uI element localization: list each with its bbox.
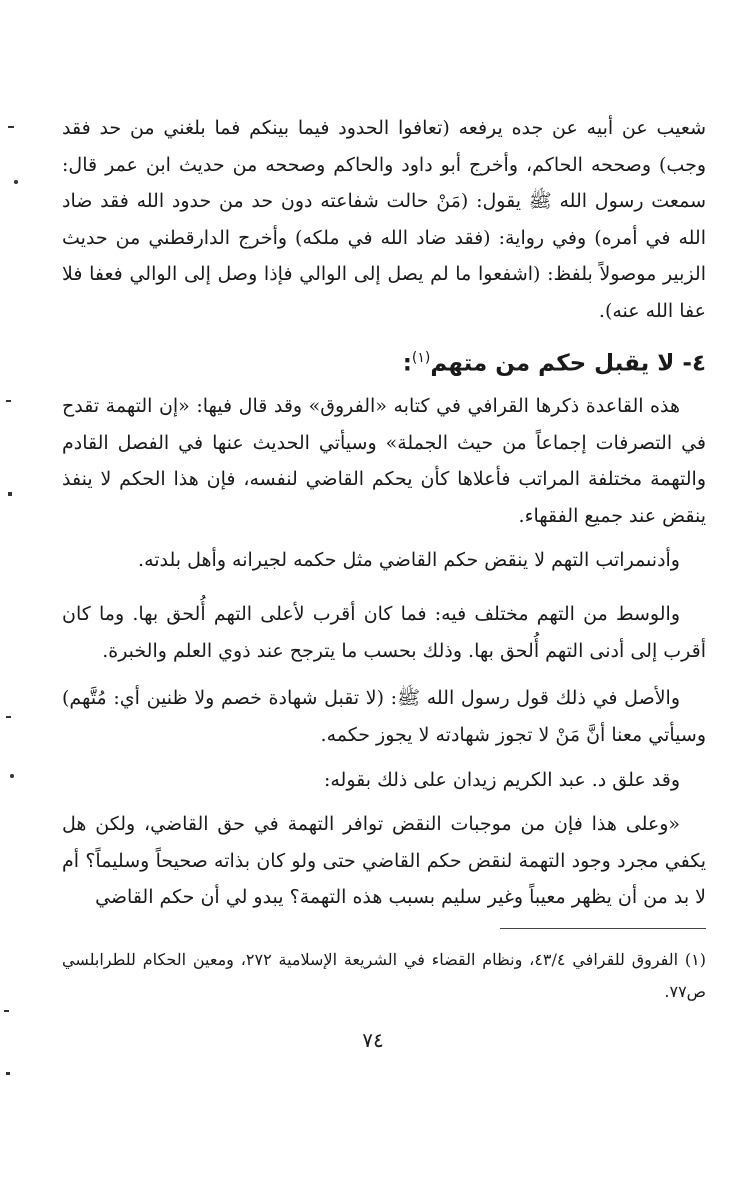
heading-colon: : (402, 350, 412, 377)
footnote-separator (500, 928, 706, 929)
paragraph-text: وأدنىمراتب التهم لا ينقض حكم القاضي مثل حكمه لجيرانه وأهل بلدته. (138, 549, 680, 571)
footnote (62, 944, 706, 1008)
scan-margin-mark (10, 774, 14, 778)
scan-margin-mark (4, 1010, 9, 1012)
paragraph-text: شعيب عن أبيه عن جده يرفعه (تعافوا الحدود فيما بينكم فما بلغني من حد فقد وجب) وصححه الحاكم، وأخرج أبو داود والحاكم وصححه من حديث ابن عمر قال: سمعت رسول الله ﷺ يقول: (مَنْ حالت شفاعته دون حد من حدود الله فقد ضاد الله في أمره) وفي رواية: (فقد ضاد الله في ملكه) وأخرج الدارقطني من حديث الزبير موصولاً بلفظ: (اشفعوا ما لم يصل إلى الوالي فإذا وصل إلى الوالي فعفا فلا عفا الله عنه). (62, 117, 706, 322)
page-number: ٧٤ (362, 1028, 384, 1052)
paragraph-text: «وعلى هذا فإن من موجبات النقض توافر التهمة في حق القاضي، ولكن هل يكفي مجرد وجود التهمة لنقض حكم القاضي حتى ولو كان بذاته صحيحاً وسليماً؟ أم لا بد من أن يظهر معيباً وغير سليم بسبب هذه التهمة؟ يبدو لي أن حكم القاضي (62, 813, 706, 908)
scan-margin-mark (6, 716, 11, 718)
paragraph-zaidan-intro (62, 762, 706, 799)
paragraph-text: وقد علق د. عبد الكريم زيدان على ذلك بقوله: (323, 769, 680, 791)
scan-margin-mark (8, 126, 14, 128)
paragraph-lowest-degree (62, 542, 706, 579)
paragraph-hadith-continuation (62, 110, 706, 329)
paragraph-zaidan-quote (62, 806, 706, 916)
heading-text: ٤- لا يقبل حكم من متهم (430, 350, 706, 377)
section-heading (62, 340, 706, 382)
paragraph-qarafi-rule (62, 388, 706, 534)
scan-margin-mark (6, 400, 11, 402)
paragraph-text: هذه القاعدة ذكرها القرافي في كتابه «الفروق» وقد قال فيها: «إن التهمة تقدح في التصرفات إجماعاً من حيث الجملة» وسيأتي الحديث عنها في الفصل القادم والتهمة مختلفة المراتب فأعلاها كأن يحكم القاضي لنفسه، فإن هذا الحكم لا ينفذ ينقض عند جميع الفقهاء. (62, 395, 706, 527)
scan-margin-mark (6, 1072, 10, 1075)
paragraph-text: والأصل في ذلك قول رسول الله ﷺ: (لا تقبل شهادة خصم ولا ظنين أي: مُتَّهم) وسيأتي معنا أنَّ مَنْ لا تجوز شهادته لا يجوز حكمه. (62, 687, 706, 746)
scan-margin-mark (8, 492, 12, 496)
paragraph-origin (62, 680, 706, 753)
paragraph-text: والوسط من التهم مختلف فيه: فما كان أقرب لأعلى التهم أُلحق بها. وما كان أقرب إلى أدنى التهم أُلحق بها. وذلك بحسب ما يترجح عند ذوي العلم والخبرة. (62, 603, 706, 662)
scan-margin-mark (14, 180, 18, 184)
footnote-text: (١) الفروق للقرافي ٤٣/٤، ونظام القضاء في الشريعة الإسلامية ٢٧٢، ومعين الحكام للطرابلسي ص٧٧. (62, 950, 707, 1001)
paragraph-middle-degree (62, 596, 706, 669)
footnote-reference[interactable]: (١) (411, 350, 431, 366)
